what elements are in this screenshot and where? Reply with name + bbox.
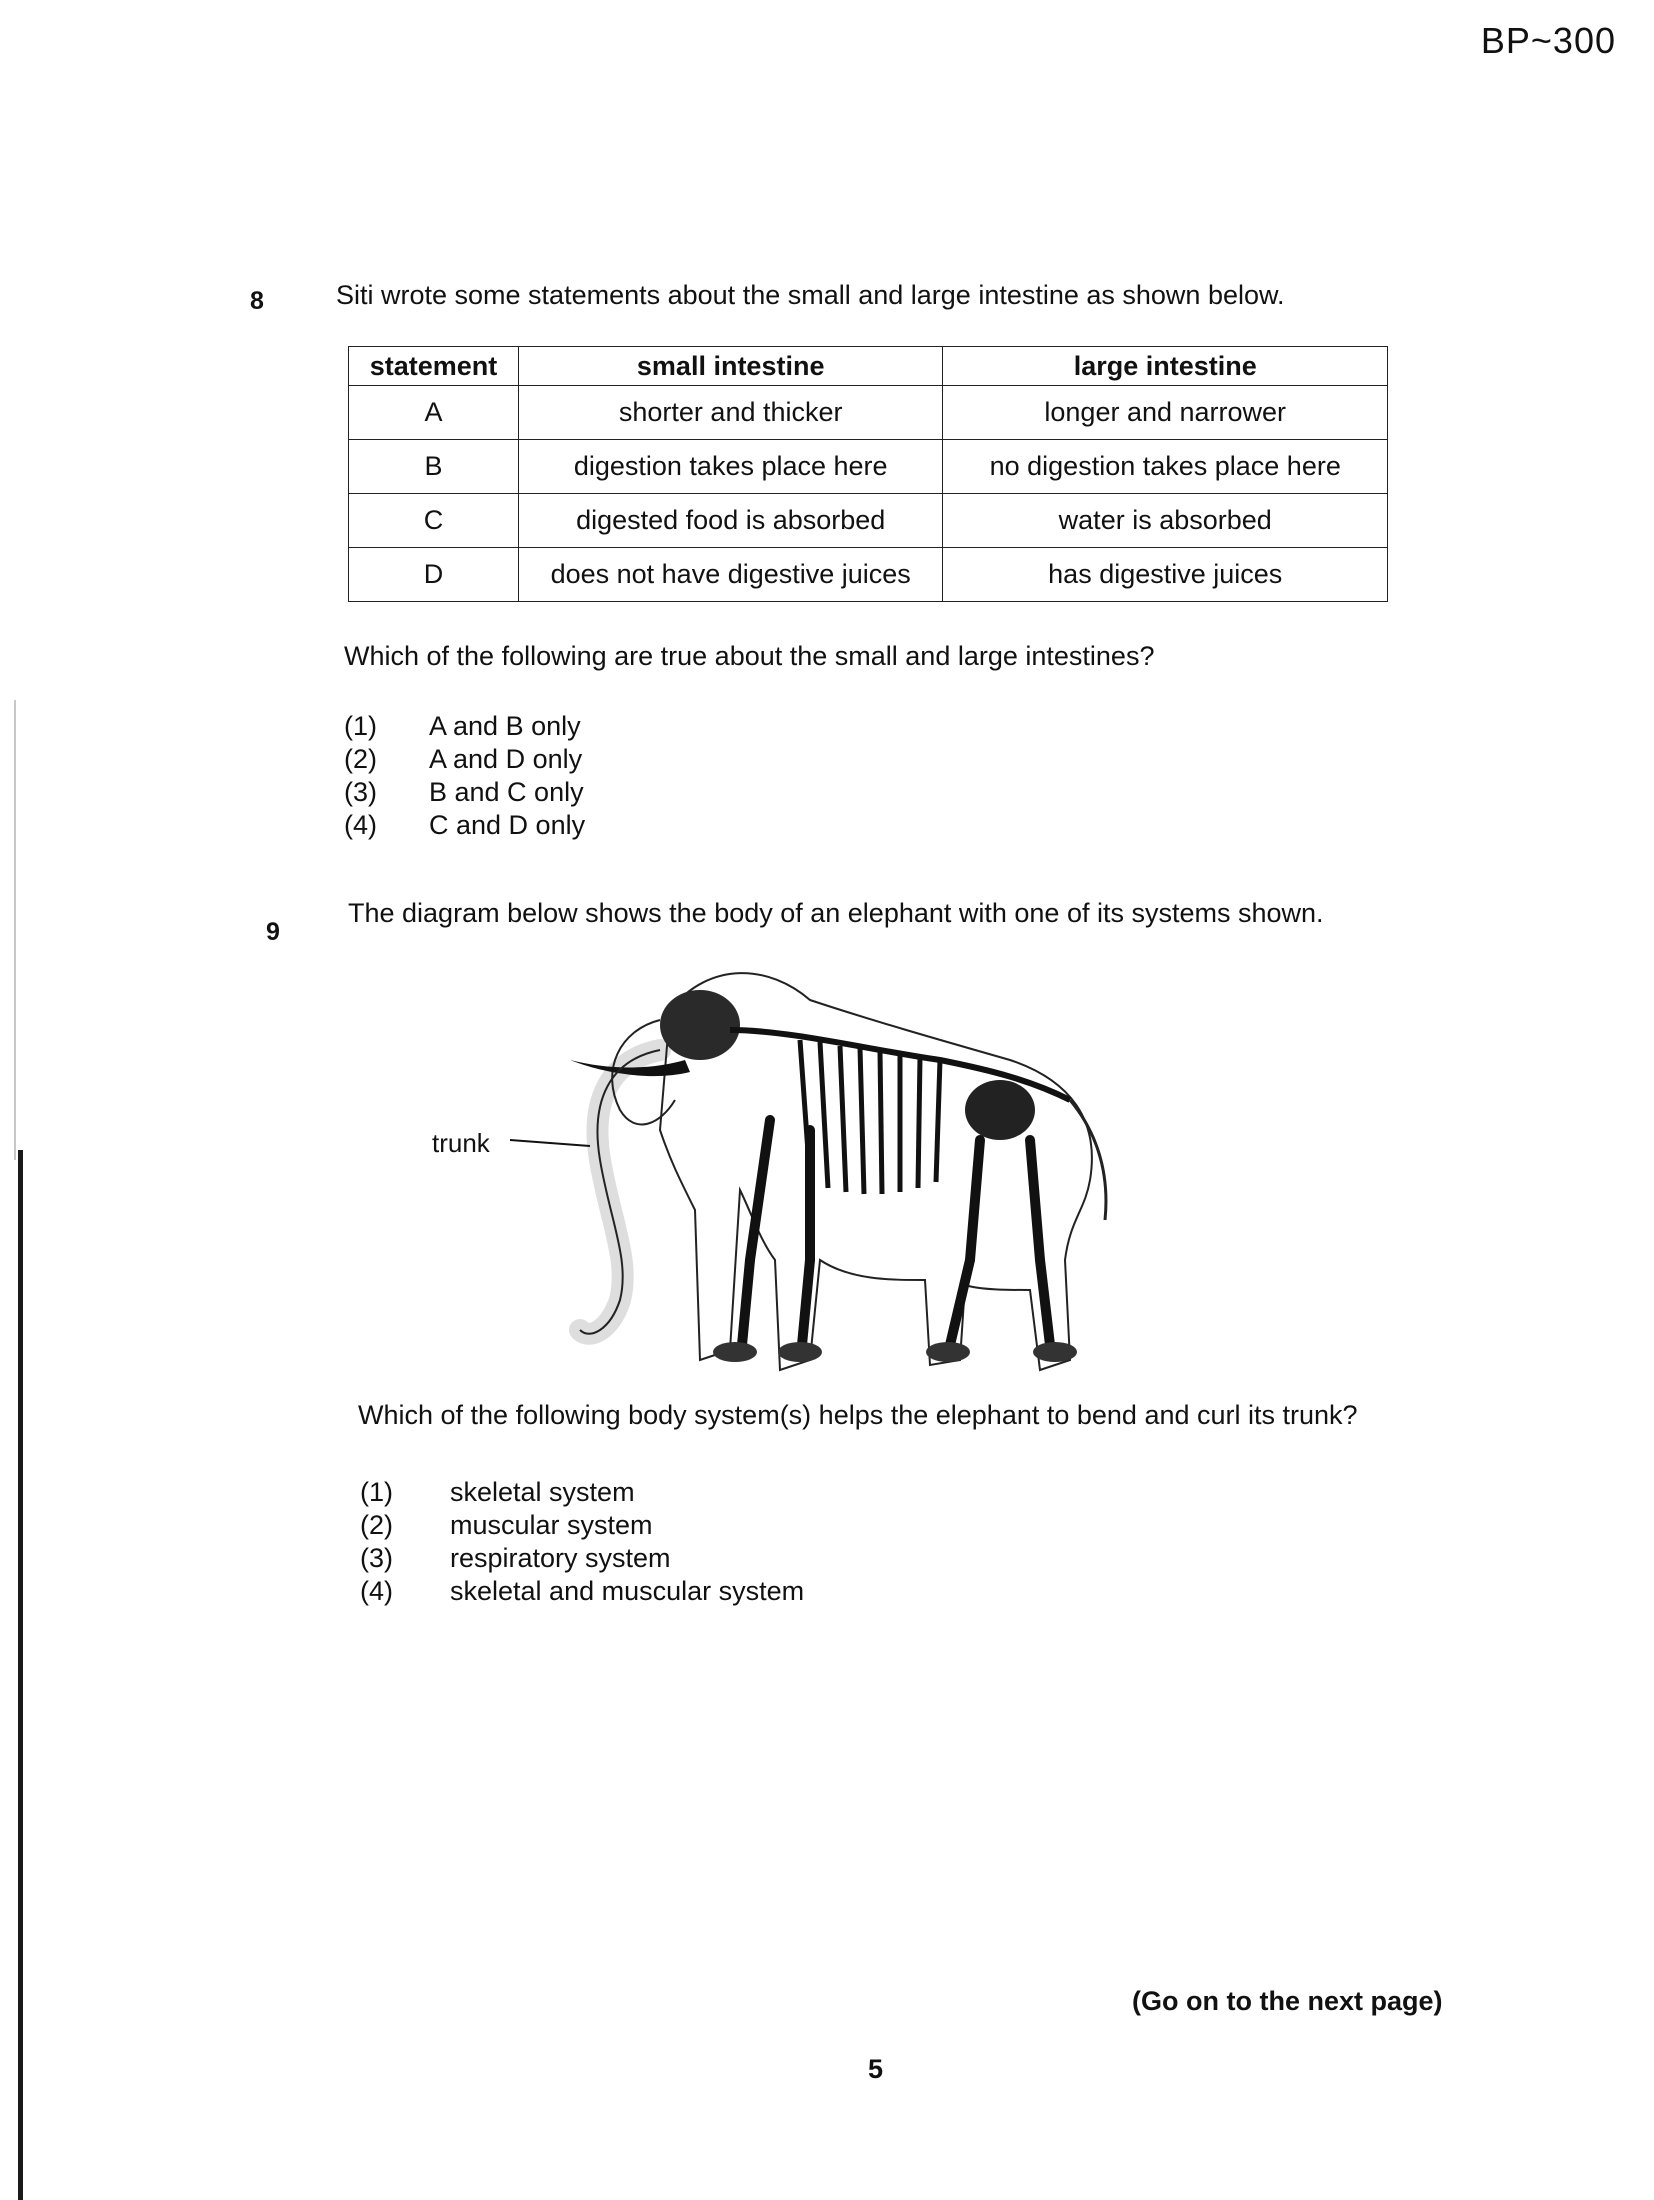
option-number: (4): [344, 810, 377, 840]
option-number: (1): [344, 711, 377, 741]
option-item[interactable]: [360, 1509, 804, 1542]
next-page-note: (Go on to the next page): [1132, 1986, 1443, 2016]
question-8-number: 8: [250, 287, 264, 315]
intestine-table: [348, 346, 1388, 602]
option-text: respiratory system: [450, 1543, 671, 1573]
table-cell: D: [349, 548, 519, 602]
table-cell: B: [349, 440, 519, 494]
scan-edge-faint: [14, 700, 16, 1160]
table-cell: longer and narrower: [943, 386, 1388, 440]
table-row: [349, 548, 1388, 602]
table-header-cell: small intestine: [518, 347, 943, 386]
option-text: A and B only: [429, 711, 581, 741]
table-header-cell: large intestine: [943, 347, 1388, 386]
table-cell: digested food is absorbed: [518, 494, 943, 548]
option-text: A and D only: [429, 744, 583, 774]
elephant-pelvis: [965, 1080, 1035, 1140]
option-item[interactable]: [360, 1476, 804, 1509]
option-item[interactable]: [344, 743, 585, 776]
option-text: skeletal system: [450, 1477, 635, 1507]
option-item[interactable]: [344, 776, 585, 809]
table-cell: does not have digestive juices: [518, 548, 943, 602]
trunk-label: trunk: [432, 1128, 490, 1158]
elephant-feet: [713, 1342, 1077, 1362]
question-9-options: [360, 1476, 804, 1608]
option-number: (3): [360, 1543, 393, 1573]
trunk-pointer-line: [510, 1140, 590, 1146]
option-number: (2): [360, 1510, 393, 1540]
option-number: (1): [360, 1477, 393, 1507]
question-8-text: Siti wrote some statements about the small and large intestine as shown below.: [336, 280, 1285, 310]
table-row: [349, 386, 1388, 440]
scan-edge-border: [18, 1150, 23, 2200]
option-text: skeletal and muscular system: [450, 1576, 805, 1606]
option-number: (2): [344, 744, 377, 774]
option-number: (3): [344, 777, 377, 807]
elephant-tail: [1070, 1100, 1106, 1220]
option-item[interactable]: [360, 1575, 804, 1608]
table-cell: shorter and thicker: [518, 386, 943, 440]
table-cell: A: [349, 386, 519, 440]
elephant-ribcage: [800, 1040, 940, 1194]
option-text: C and D only: [429, 810, 586, 840]
question-8-prompt: Which of the following are true about the small and large intestines?: [344, 641, 1155, 671]
elephant-leg-bones: [742, 1120, 1050, 1345]
elephant-skull: [660, 990, 740, 1060]
table-row: [349, 440, 1388, 494]
option-number: (4): [360, 1576, 393, 1606]
option-item[interactable]: [360, 1542, 804, 1575]
option-text: muscular system: [450, 1510, 653, 1540]
table-cell: water is absorbed: [943, 494, 1388, 548]
option-item[interactable]: [344, 710, 585, 743]
option-item[interactable]: [344, 809, 585, 842]
question-9-prompt: Which of the following body system(s) helps the elephant to bend and curl its trunk?: [358, 1400, 1358, 1430]
table-cell: no digestion takes place here: [943, 440, 1388, 494]
elephant-skeleton-diagram: [510, 960, 1130, 1400]
question-8-options: [344, 710, 585, 842]
elephant-trunk: [580, 1050, 660, 1334]
paper-code: BP~300: [1480, 20, 1616, 61]
table-header-row: [349, 347, 1388, 386]
table-row: [349, 494, 1388, 548]
question-9-text: The diagram below shows the body of an elephant with one of its systems shown.: [348, 898, 1324, 928]
page-number: 5: [868, 2054, 884, 2084]
option-text: B and C only: [429, 777, 584, 807]
table-cell: C: [349, 494, 519, 548]
question-9-number: 9: [266, 918, 280, 946]
table-cell: has digestive juices: [943, 548, 1388, 602]
table-cell: digestion takes place here: [518, 440, 943, 494]
table-header-cell: statement: [349, 347, 519, 386]
